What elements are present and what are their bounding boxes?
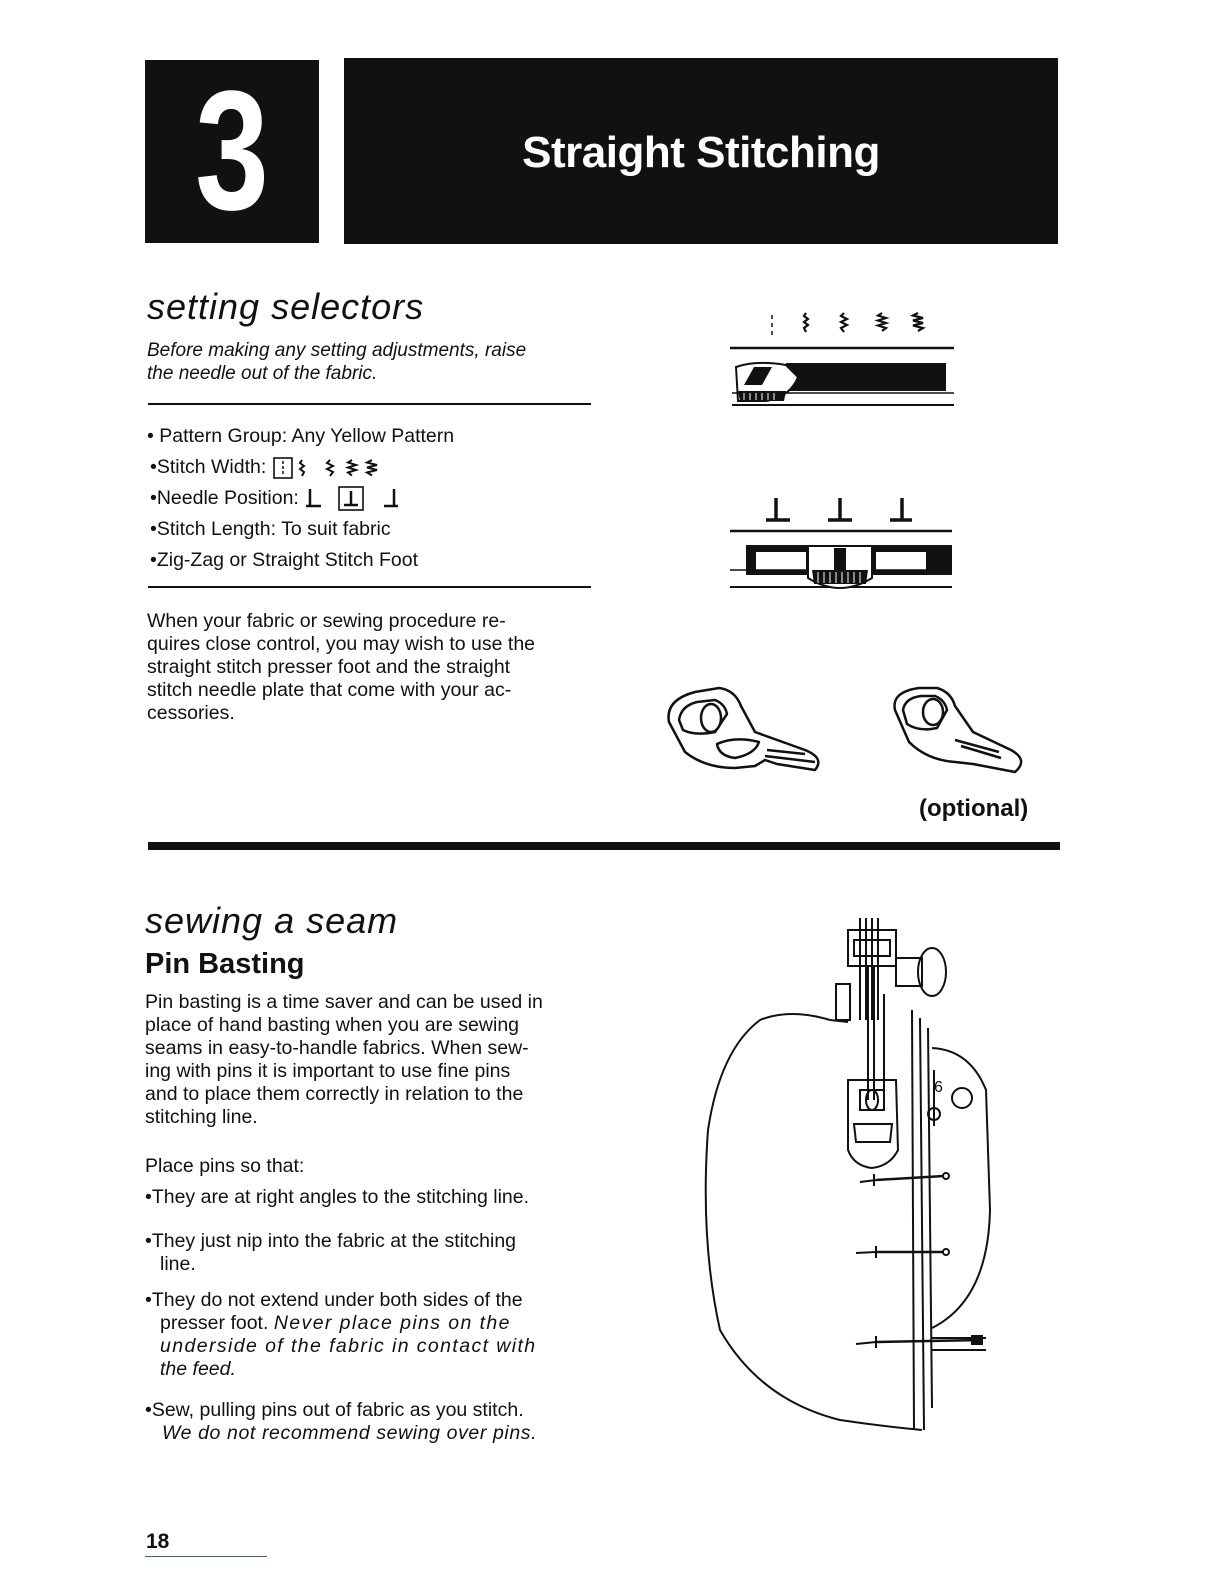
pin-2-icon (856, 1246, 949, 1258)
pin-1-icon (860, 1173, 949, 1186)
optional-label: (optional) (919, 795, 1029, 822)
needle-position-label: •Needle Position: (150, 487, 299, 509)
pin-body-line-4: ing with pins it is important to use fine pins (145, 1060, 511, 1082)
pin-body-line-3: seams in easy-to-handle fabrics. When sew- (145, 1037, 529, 1059)
setting-stitch-width (150, 452, 422, 483)
body-line-5: cessories. (147, 702, 235, 724)
sewing-seam-heading: sewing a seam (145, 900, 399, 941)
pin-rule-3-line-1: •They do not extend under both sides of the (145, 1289, 523, 1311)
stitch-width-symbols-icon (272, 456, 422, 480)
pin-rule-3-line-2a: presser foot. (160, 1312, 269, 1334)
pin-body-line-6: stitching line. (145, 1106, 258, 1128)
setting-presser-foot: •Zig-Zag or Straight Stitch Foot (150, 549, 419, 571)
stitch-width-dial-illustration (726, 305, 962, 410)
setting-selectors-heading: setting selectors (147, 286, 425, 327)
stitch-width-label: •Stitch Width: (150, 456, 267, 478)
pin-rule-3-line-3: underside of the fabric in contact with (160, 1335, 537, 1357)
pin-rule-4-line-2: We do not recommend sewing over pins. (162, 1422, 538, 1444)
pin-body-line-1: Pin basting is a time saver and can be used in (145, 991, 543, 1013)
intro-line-2: the needle out of the fabric. (147, 363, 378, 384)
pin-rule-2-line-2: line. (160, 1253, 196, 1275)
divider-bottom (148, 586, 591, 588)
pin-rule-4-line-1: •Sew, pulling pins out of fabric as you stitch. (145, 1399, 524, 1421)
section-divider (148, 842, 1060, 850)
body-line-1: When your fabric or sewing procedure re- (147, 610, 506, 632)
intro-line-1: Before making any setting adjustments, raise (147, 340, 527, 361)
setting-pattern-group: • Pattern Group: Any Yellow Pattern (147, 425, 455, 447)
pin-basting-illustration (700, 910, 992, 1450)
dial-number: 6 (934, 1079, 943, 1096)
setting-stitch-length: •Stitch Length: To suit fabric (150, 518, 391, 540)
pin-rule-3-line-4: the feed. (160, 1358, 236, 1380)
chapter-title: Straight Stitching (522, 128, 880, 177)
body-line-3: straight stitch presser foot and the straight (147, 656, 511, 678)
setting-needle-position (150, 483, 414, 514)
pin-rule-3-line-2b: Never place pins on the (273, 1312, 511, 1334)
straight-stitch-foot-icon (895, 688, 1022, 772)
pin-basting-subheading: Pin Basting (145, 948, 305, 980)
divider-top (148, 403, 591, 405)
place-pins-intro: Place pins so that: (145, 1155, 305, 1177)
body-line-4: stitch needle plate that come with your ac- (147, 679, 512, 701)
page-number: 18 (146, 1530, 170, 1553)
needle-position-dial-illustration (726, 490, 962, 595)
pin-body-line-2: place of hand basting when you are sewing (145, 1014, 520, 1036)
body-line-2: quires close control, you may wish to use the (147, 633, 536, 655)
zigzag-foot-icon (669, 688, 819, 770)
presser-feet-illustration (655, 680, 1035, 790)
pin-rule-1: •They are at right angles to the stitching line. (145, 1186, 530, 1208)
needle-position-symbols-icon (304, 486, 414, 512)
chapter-number: 3 (195, 56, 269, 246)
pin-rule-3-line-2 (160, 1312, 580, 1335)
page-number-underline (145, 1556, 267, 1557)
fabric-outline-icon (706, 1014, 922, 1430)
pin-body-line-5: and to place them correctly in relation to the (145, 1083, 524, 1105)
pin-rule-2-line-1: •They just nip into the fabric at the stitching (145, 1230, 517, 1252)
